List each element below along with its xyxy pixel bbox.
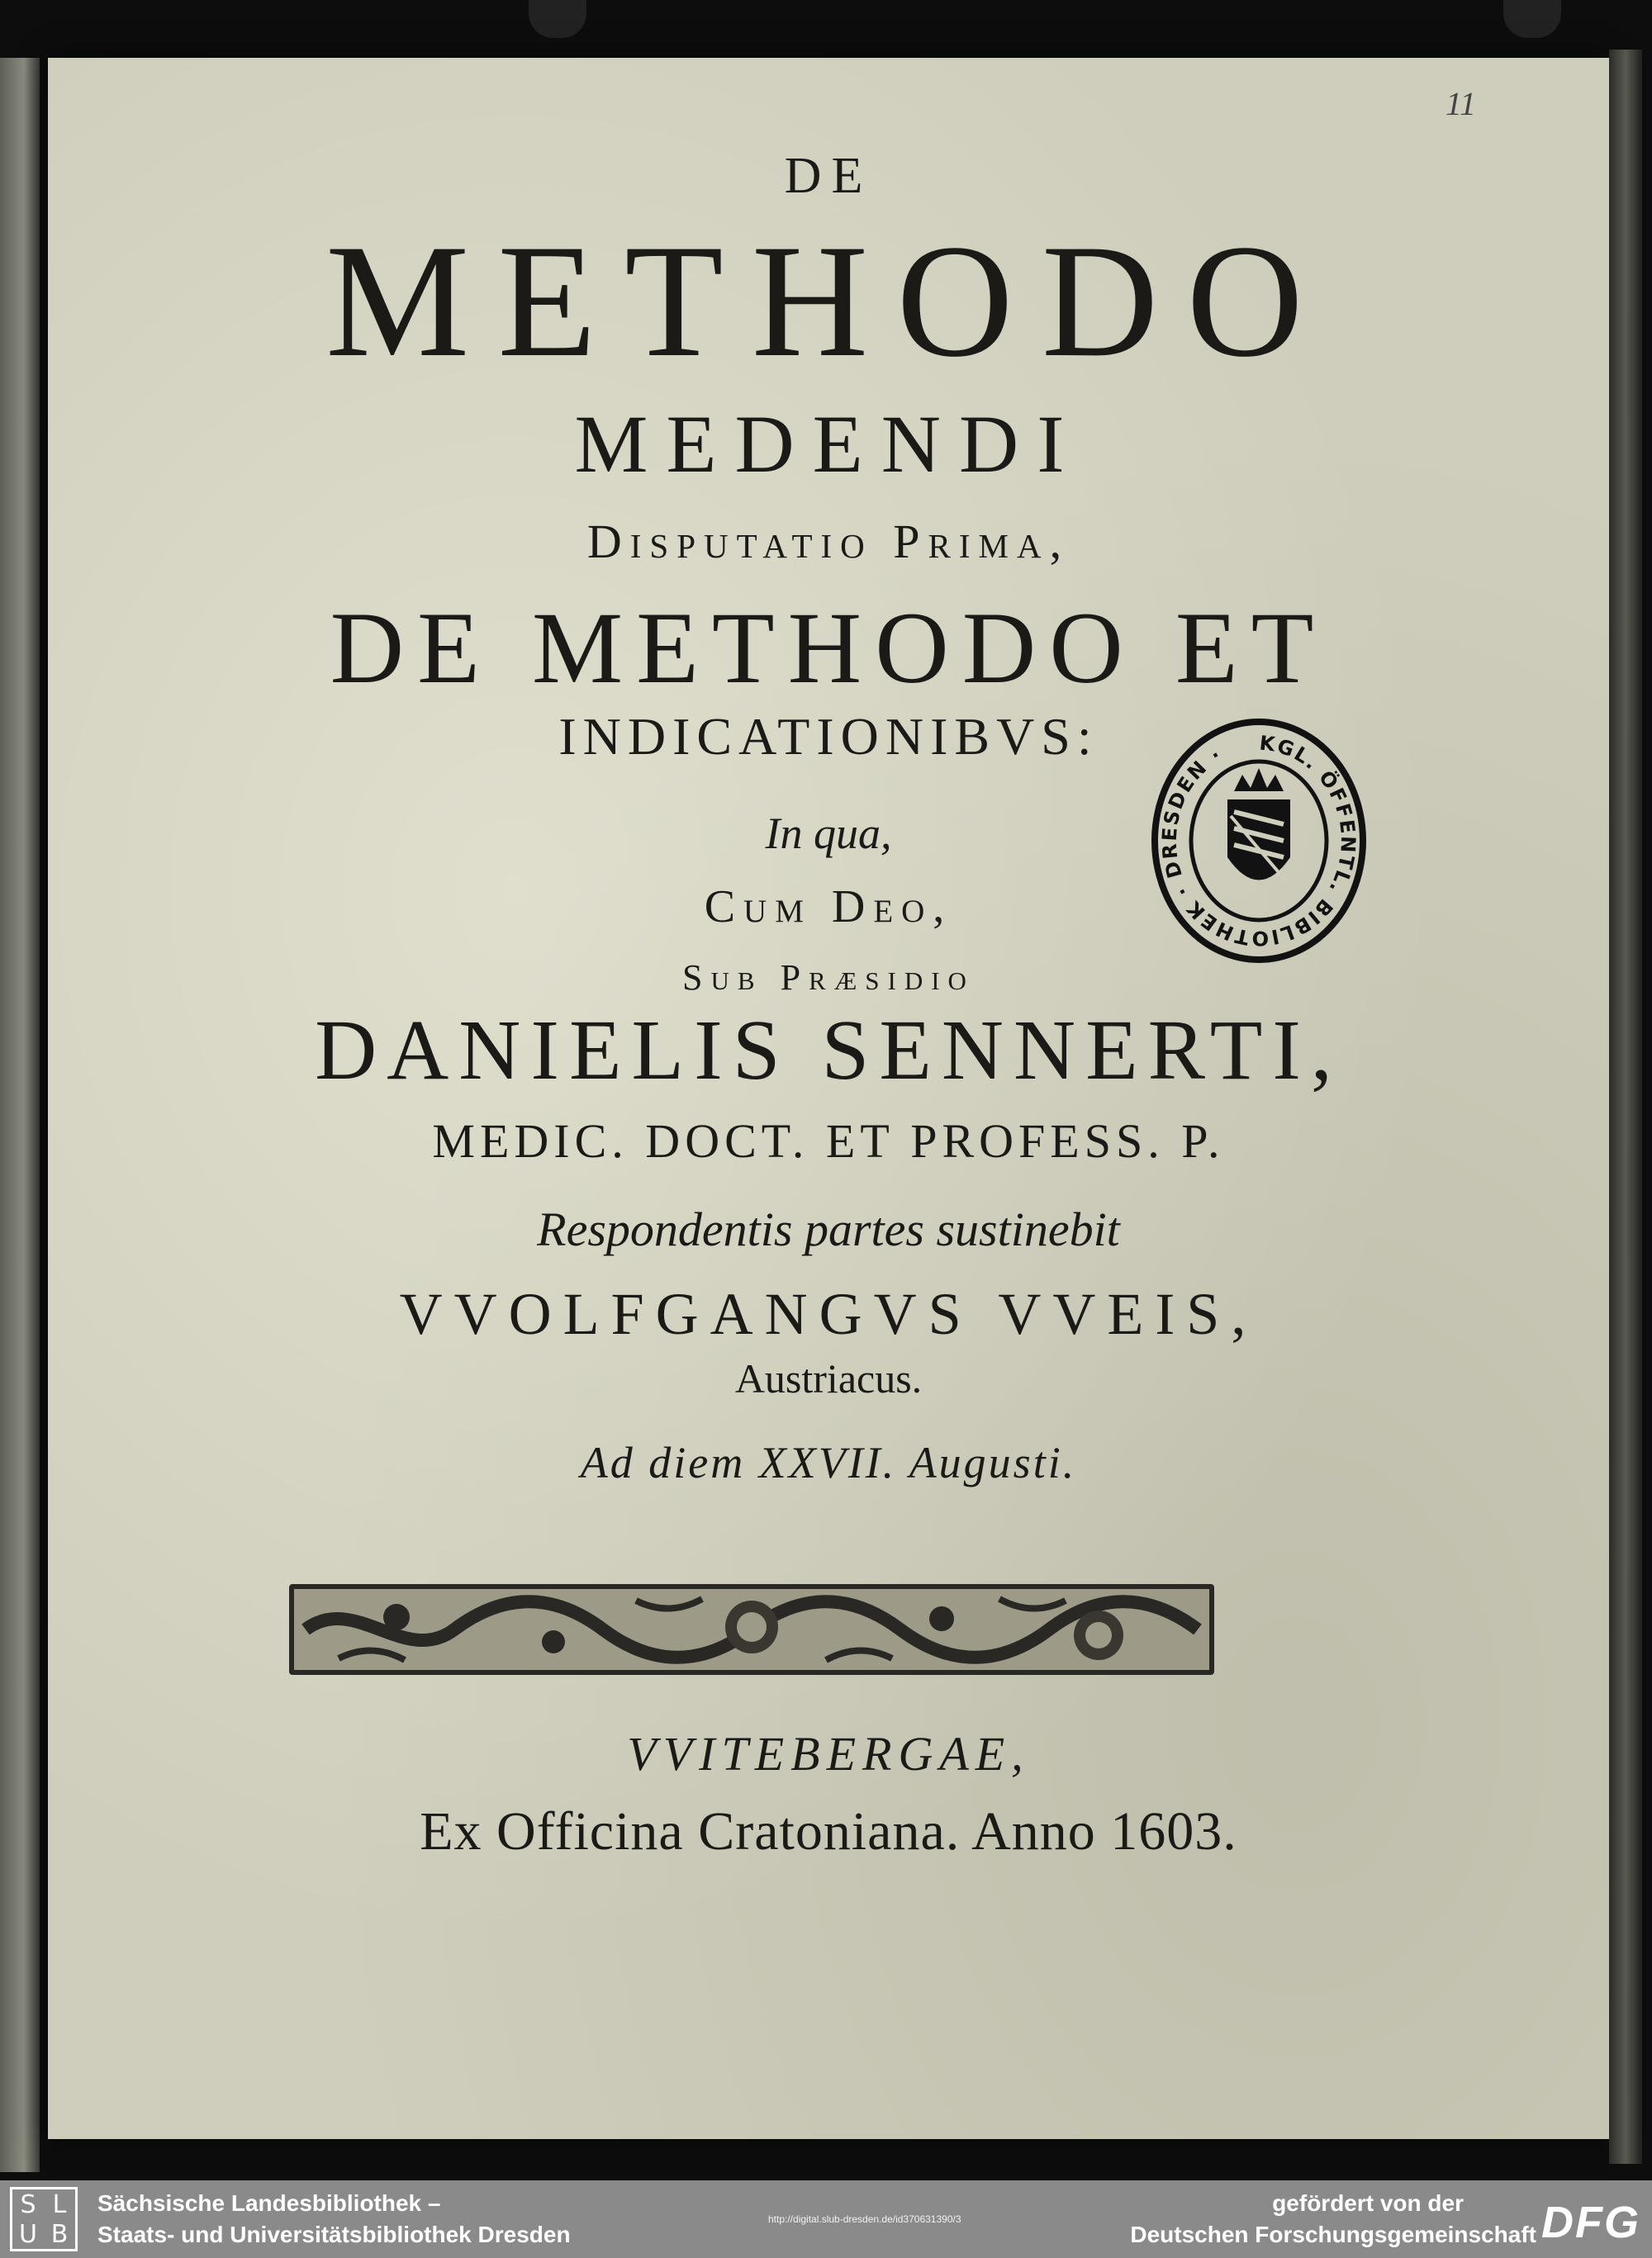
funding-line1: gefördert von der <box>1272 2190 1464 2216</box>
library-name-line1: Sächsische Landesbibliothek – <box>97 2190 441 2216</box>
funding-line2: Deutschen Forschungsgemeinschaft <box>1130 2222 1536 2247</box>
book-edge <box>1609 50 1642 2164</box>
book-clip <box>529 0 586 38</box>
library-stamp <box>1151 717 1366 965</box>
dfg-logo-icon: DFG <box>1541 2198 1640 2247</box>
title-sub-praesidio: Sub Præsidio <box>682 957 975 998</box>
title-cum-deo: Cum Deo, <box>704 881 953 932</box>
imprint-place: VVITEBERGAE, <box>627 1727 1030 1781</box>
title-medendi: MEDENDI <box>574 398 1083 490</box>
title-de-methodo-et: DE METHODO ET <box>330 591 1327 704</box>
imprint-printer-year: Ex Officina Cratoniana. Anno 1603. <box>420 1801 1237 1862</box>
title-de: DE <box>784 148 873 204</box>
title-methodo: METHODO <box>325 211 1332 391</box>
title-in-qua: In qua, <box>765 809 892 858</box>
book-clip <box>1503 0 1561 38</box>
library-name-line2: Staats- und Universitätsbibliothek Dresden <box>97 2222 571 2247</box>
stamp-ring-text: KGL. ÖFFENTL. BIBLIOTHEK · DRESDEN · <box>1157 731 1360 951</box>
disputation-date: Ad diem XXVII. Augusti. <box>580 1438 1077 1487</box>
title-disputatio: Disputatio Prima, <box>586 515 1070 568</box>
folio-number: 11 <box>1446 85 1477 122</box>
slub-logo-icon: S L U B <box>10 2187 78 2251</box>
respondent-line: Respondentis partes sustinebit <box>537 1203 1120 1256</box>
coat-of-arms-icon <box>1227 768 1290 882</box>
source-url-link[interactable]: http://digital.slub-dresden.de/id370631390/3 <box>768 2213 961 2225</box>
title-indicationibus: INDICATIONIBVS: <box>558 707 1099 766</box>
printers-ornament <box>289 1584 1214 1675</box>
respondent-name: VVOLFGANGVS VVEIS, <box>399 1281 1258 1347</box>
previous-page-edge <box>0 58 40 2172</box>
footer-bar <box>0 2180 1652 2258</box>
praeses-title: MEDIC. DOCT. ET PROFESS. P. <box>432 1114 1225 1168</box>
respondent-origin: Austriacus. <box>734 1355 923 1402</box>
praeses-name: DANIELIS SENNERTI, <box>315 1003 1342 1098</box>
